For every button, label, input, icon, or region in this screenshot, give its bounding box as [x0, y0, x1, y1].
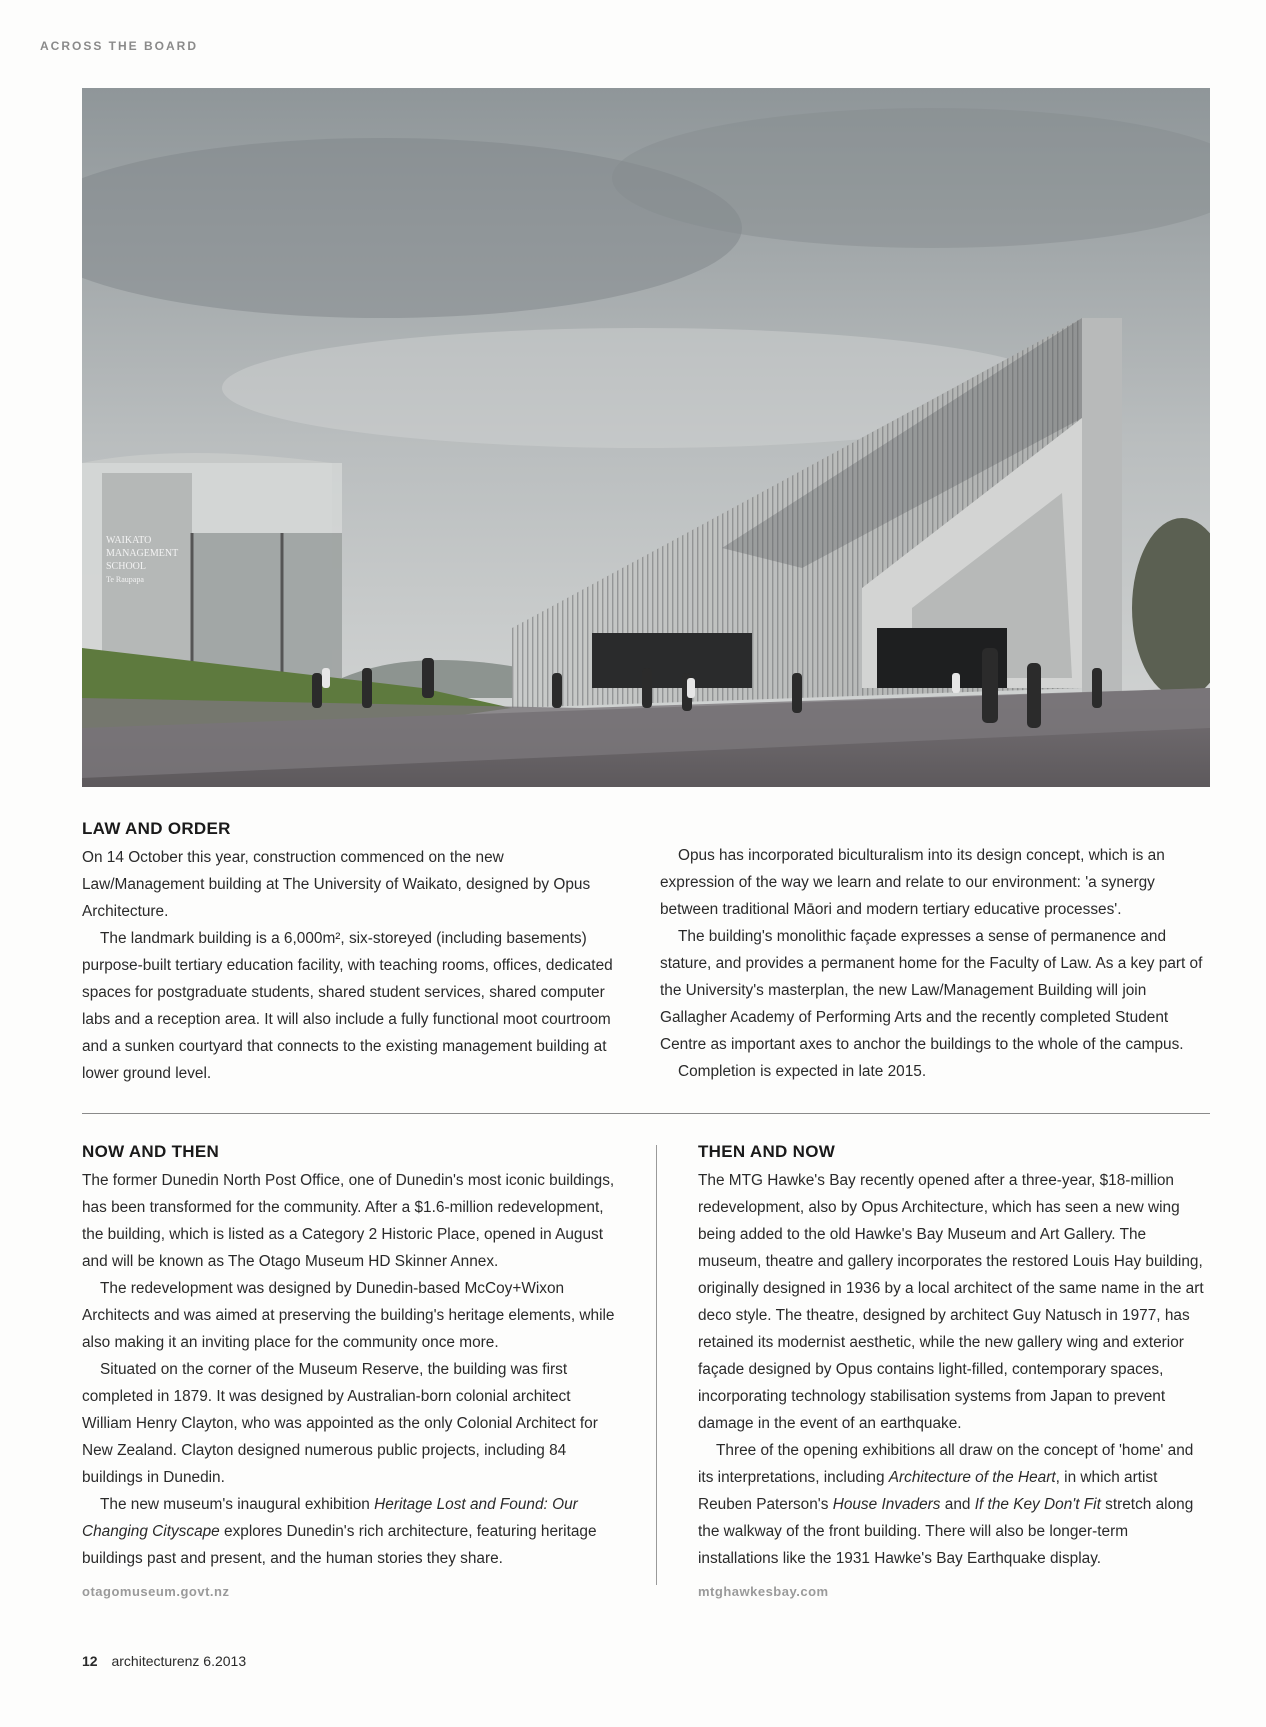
now-paragraph-1: The former Dunedin North Post Office, one of Dunedin's most iconic buildings, has been transformed for the community. After a $1.6-million redevelopment, the building, which is listed as a Category 2 Historic Place, opened in August and will be known as The Otago Museum HD Skinner Annex.	[82, 1172, 615, 1270]
column-divider	[656, 1145, 657, 1585]
page-number: 12	[82, 1653, 98, 1669]
exhibition-title: Heritage Lost and Found: Our Changing Cityscape	[82, 1496, 578, 1540]
law-paragraph-4: The building's monolithic façade expresses a sense of permanence and stature, and provides a permanent home for the Faculty of Law. As a key part of the University's masterplan, the new Law/Management Building will join Gallagher Academy of Performing Arts and the recently completed Student Centre as important axes to anchor the buildings to the whole of the campus.	[660, 928, 1203, 1053]
exhibition-title: If the Key Don't Fit	[974, 1496, 1101, 1513]
sign-line: SCHOOL	[106, 561, 147, 572]
then-url[interactable]: mtghawkesbay.com	[698, 1584, 829, 1599]
now-heading: NOW AND THEN	[82, 1142, 220, 1161]
then-heading: THEN AND NOW	[698, 1142, 836, 1161]
law-paragraph-2: The landmark building is a 6,000m², six-storeyed (including basements) purpose-built tertiary education facility, with teaching rooms, offices, dedicated spaces for postgraduate students, shared student services, shared computer labs and a reception area. It will also include a fully functional moot courtroom and a sunken courtyard that connects to the existing management building at lower ground level.	[82, 930, 613, 1082]
now-url[interactable]: otagomuseum.govt.nz	[82, 1584, 230, 1599]
section-divider	[82, 1113, 1210, 1114]
sign-line: Te Raupapa	[106, 575, 144, 584]
hero-image	[82, 88, 1210, 787]
now-paragraph-3: Situated on the corner of the Museum Reserve, the building was first completed in 1879. It was designed by Australian-born colonial architect William Henry Clayton, who was appointed as the only Colonial Architect for New Zealand. Clayton designed numerous public projects, including 84 buildings in Dunedin.	[82, 1361, 598, 1486]
exhibition-title: House Invaders	[832, 1496, 941, 1513]
law-paragraph-5: Completion is expected in late 2015.	[678, 1063, 927, 1080]
law-paragraph-1: On 14 October this year, construction commenced on the new Law/Management building at The University of Waikato, designed by Opus Architecture.	[82, 849, 591, 920]
now-column	[82, 1138, 622, 1605]
law-left-column	[82, 815, 622, 1087]
now-paragraph-2: The redevelopment was designed by Dunedin-based McCoy+Wixon Architects and was aimed at preserving the building's heritage elements, while also making it an inviting place for the community once more.	[82, 1280, 615, 1351]
then-column	[698, 1138, 1210, 1605]
law-right-column	[660, 842, 1208, 1085]
exhibition-title: Architecture of the Heart	[888, 1469, 1056, 1486]
page-footer	[82, 1653, 246, 1669]
publication-name: architecturenz 6.2013	[111, 1653, 247, 1669]
section-tag: ACROSS THE BOARD	[40, 39, 199, 53]
sign-line: WAIKATO	[106, 535, 152, 546]
law-paragraph-3: Opus has incorporated biculturalism into its design concept, which is an expression of the way we learn and relate to our environment: 'a synergy between traditional Māori and modern tertiary educative processes'.	[660, 847, 1165, 918]
sign-line: MANAGEMENT	[106, 548, 179, 559]
law-heading: LAW AND ORDER	[82, 819, 231, 838]
then-paragraph-2: Three of the opening exhibitions all draw on the concept of 'home' and its interpretations, including Architecture of the Heart, in which artist Reuben Paterson's House Invaders and If the Key Don't Fit stretch along the walkway of the front building. There will also be longer-term installations like the 1931 Hawke's Bay Earthquake display.	[698, 1442, 1194, 1567]
now-paragraph-4: The new museum's inaugural exhibition Heritage Lost and Found: Our Changing Cityscape explores Dunedin's rich architecture, featuring heritage buildings past and present, and the human stories they share.	[82, 1496, 597, 1567]
then-paragraph-1: The MTG Hawke's Bay recently opened after a three-year, $18-million redevelopment, also by Opus Architecture, which has seen a new wing being added to the old Hawke's Bay Museum and Art Gallery. The museum, theatre and gallery incorporates the restored Louis Hay building, originally designed in 1936 by a local architect of the same name in the art deco style. The theatre, designed by architect Guy Natusch in 1977, has retained its modernist aesthetic, while the new gallery wing and exterior façade designed by Opus contains light-filled, contemporary spaces, incorporating technology stabilisation systems from Japan to prevent damage in the event of an earthquake.	[698, 1172, 1204, 1432]
